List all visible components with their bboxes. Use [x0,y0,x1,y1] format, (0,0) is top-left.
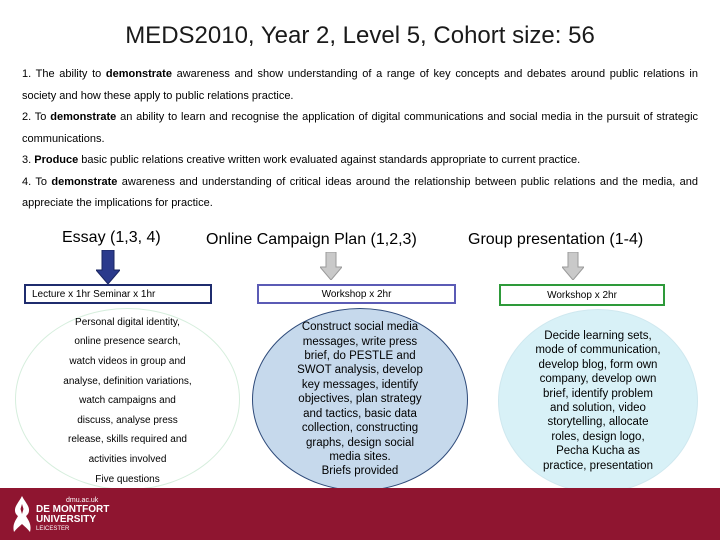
campaign-session-box [257,284,456,304]
activity-line: and tactics, basic data [303,407,417,420]
activity-line: release, skills required and [68,434,187,446]
activity-line: media sites. [329,450,391,463]
activity-line: collection, constructing [301,422,419,435]
presentation-session-box [499,284,665,306]
logo-line-3: LEICESTER [36,526,70,532]
activity-line: graphs, design social [305,436,415,449]
activity-line: mode of communication, [535,344,661,357]
activity-line: watch videos in group and [69,356,186,368]
objective-4: 4. To demonstrate awareness and understanding of critical ideas around the relationship between public relations and the media, and appreciate the implications for practice. [22,175,699,209]
activity-line: analyse, definition variations, [63,375,192,387]
learning-objectives [22,64,698,215]
campaign-plan-heading: Online Campaign Plan (1,2,3) [206,231,417,248]
essay-session-box [24,284,212,304]
activity-line: online presence search, [74,336,181,348]
group-presentation-heading: Group presentation (1-4) [468,231,644,248]
essay-session-label: Lecture x 1hr Seminar x 1hr [32,289,156,300]
down-arrow-icon [562,252,584,280]
campaign-session-label: Workshop x 2hr [321,289,392,300]
objective-2: 2. To demonstrate an ability to learn and recognise the application of digital communications and social media in the pursuit of strategic communications. [22,111,699,145]
activity-line: messages, write press [302,335,418,348]
activity-line: Personal digital identity, [75,316,180,328]
activity-line: company, develop own [539,373,657,386]
activity-line: key messages, identify [301,378,419,391]
activity-line: and solution, video [550,402,646,414]
campaign-activities-text [297,320,423,478]
slide-title: MEDS2010, Year 2, Level 5, Cohort size: 56 [125,22,595,49]
activity-line: develop blog, form own [538,358,658,371]
down-arrow-icon [96,250,120,284]
university-crest-icon [10,494,34,534]
activity-line: Construct social media [301,321,419,334]
essay-activities-text [63,313,191,489]
objective-3: 3. Produce basic public relations creative written work evaluated against standards appropriate to current practice. [22,154,581,166]
activity-line: practice, presentation [543,459,653,472]
campaign-activities-ellipse [252,308,468,491]
activity-line: brief, identify problem [543,387,653,400]
activity-line: roles, design logo, [551,430,645,443]
activity-line: activities involved [88,453,167,465]
university-logo [36,497,109,533]
arrow-shape [96,250,120,284]
logo-line-1: DE MONTFORT [36,504,110,515]
activity-line: Pecha Kucha as [556,445,640,458]
down-arrow-icon [320,252,342,280]
activity-line: objectives, plan strategy [298,393,422,406]
presentation-activities-text [535,329,660,473]
essay-heading: Essay (1,3, 4) [62,229,161,246]
activity-line: SWOT analysis, develop [297,364,423,377]
presentation-activities-ellipse [498,309,698,493]
activity-line: brief, do PESTLE and [304,350,416,363]
activity-line: Decide learning sets, [544,329,652,342]
essay-activities-ellipse [15,308,240,490]
activity-line: watch campaigns and [79,395,176,407]
arrow-shape [562,252,584,280]
objective-1: 1. The ability to demonstrate awareness and show understanding of a range of key concepts and debates around public relations in society and how these apply to public relations practice. [22,68,698,102]
presentation-session-label: Workshop x 2hr [547,290,617,301]
logo-url: dmu.ac.uk [66,497,99,504]
activity-line: Briefs provided [321,465,399,478]
activity-line: discuss, analyse press [77,414,178,426]
arrow-shape [320,252,342,280]
activity-line: Five questions [95,473,160,485]
logo-line-2: UNIVERSITY [36,514,97,525]
activity-line: storytelling, allocate [547,416,649,429]
